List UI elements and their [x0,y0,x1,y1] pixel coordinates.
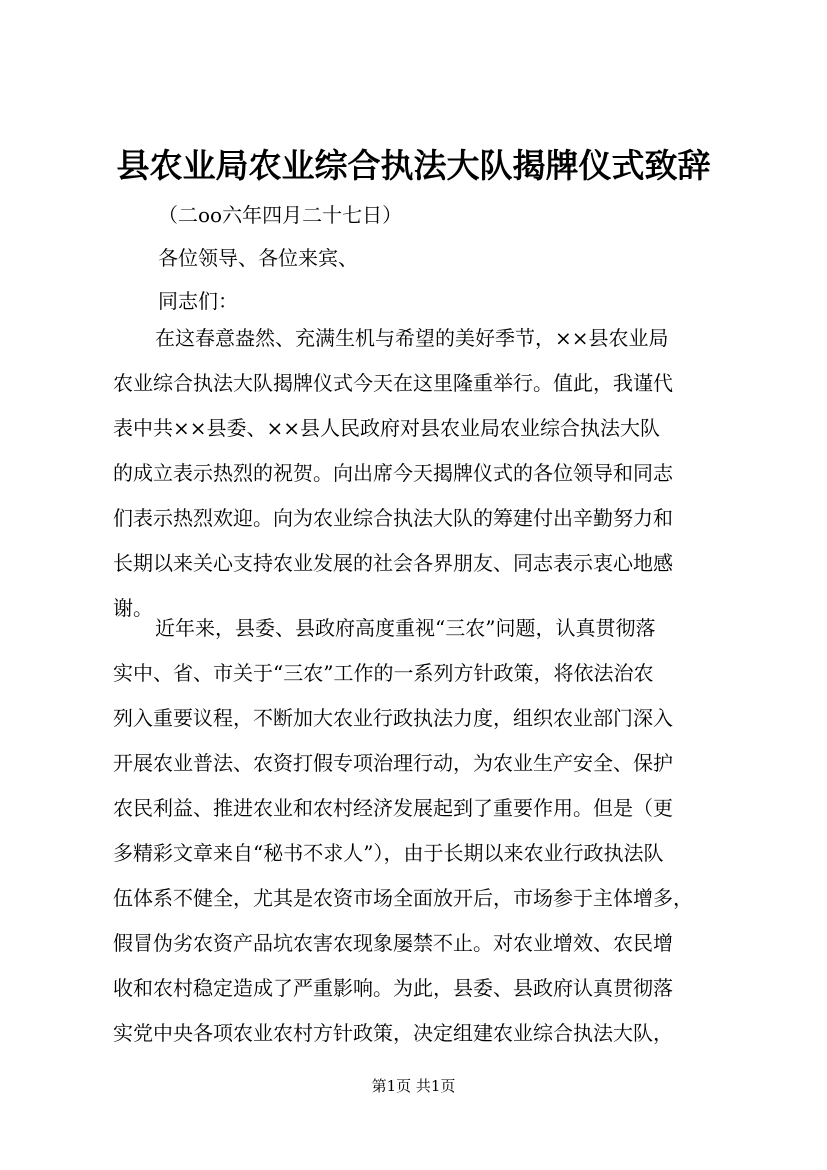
paragraph-1-line: 长期以来关心支持农业发展的社会各界朋友、同志表示衷心地感 [113,551,673,575]
paragraph-2-line: 假冒伪劣农资产品坑农害农现象屡禁不止。对农业增效、农民增 [113,931,673,955]
paragraph-2-line: 农民利益、推进农业和农村经济发展起到了重要作用。但是（更 [113,796,673,820]
paragraph-2-line: 开展农业普法、农资打假专项治理行动，为农业生产安全、保护 [113,751,673,775]
salutation-line-1: 各位领导、各位来宾、 [158,246,358,270]
paragraph-1-line: 农业综合执法大队揭牌仪式今天在这里隆重举行。值此，我谨代 [113,371,673,395]
paragraph-2-line: 列入重要议程，不断加大农业行政执法力度，组织农业部门深入 [113,706,673,730]
paragraph-2-line: 实中、省、市关于“三农”工作的一系列方针政策，将依法治农 [113,661,654,685]
paragraph-1-line: 在这春意盎然、充满生机与希望的美好季节，××县农业局 [155,326,669,350]
document-date: （二oo六年四月二十七日） [158,203,403,227]
paragraph-1-line: 们表示热烈欢迎。向为农业综合执法大队的筹建付出辛勤努力和 [113,506,673,530]
paragraph-1-line: 的成立表示热烈的祝贺。向出席今天揭牌仪式的各位领导和同志 [113,461,673,485]
paragraph-2 [113,606,733,1056]
paragraph-1-line: 谢。 [113,596,153,620]
document-title: 县农业局农业综合执法大队揭牌仪式致辞 [116,146,711,185]
paragraph-2-line: 近年来，县委、县政府高度重视“三农”问题，认真贯彻落 [155,616,656,640]
salutation-line-2: 同志们： [158,289,238,313]
paragraph-2-line: 多精彩文章来自“秘书不求人”），由于长期以来农业行政执法队 [113,841,664,865]
paragraph-1 [113,316,733,631]
page-footer: 第1页 共1页 [371,1077,456,1095]
paragraph-2-line: 收和农村稳定造成了严重影响。为此，县委、县政府认真贯彻落 [113,976,673,1000]
paragraph-1-line: 表中共××县委、××县人民政府对县农业局农业综合执法大队 [113,416,661,440]
paragraph-2-line: 伍体系不健全，尤其是农资市场全面放开后，市场参于主体增多， [113,886,693,910]
paragraph-2-line: 实党中央各项农业农村方针政策，决定组建农业综合执法大队， [113,1021,673,1045]
